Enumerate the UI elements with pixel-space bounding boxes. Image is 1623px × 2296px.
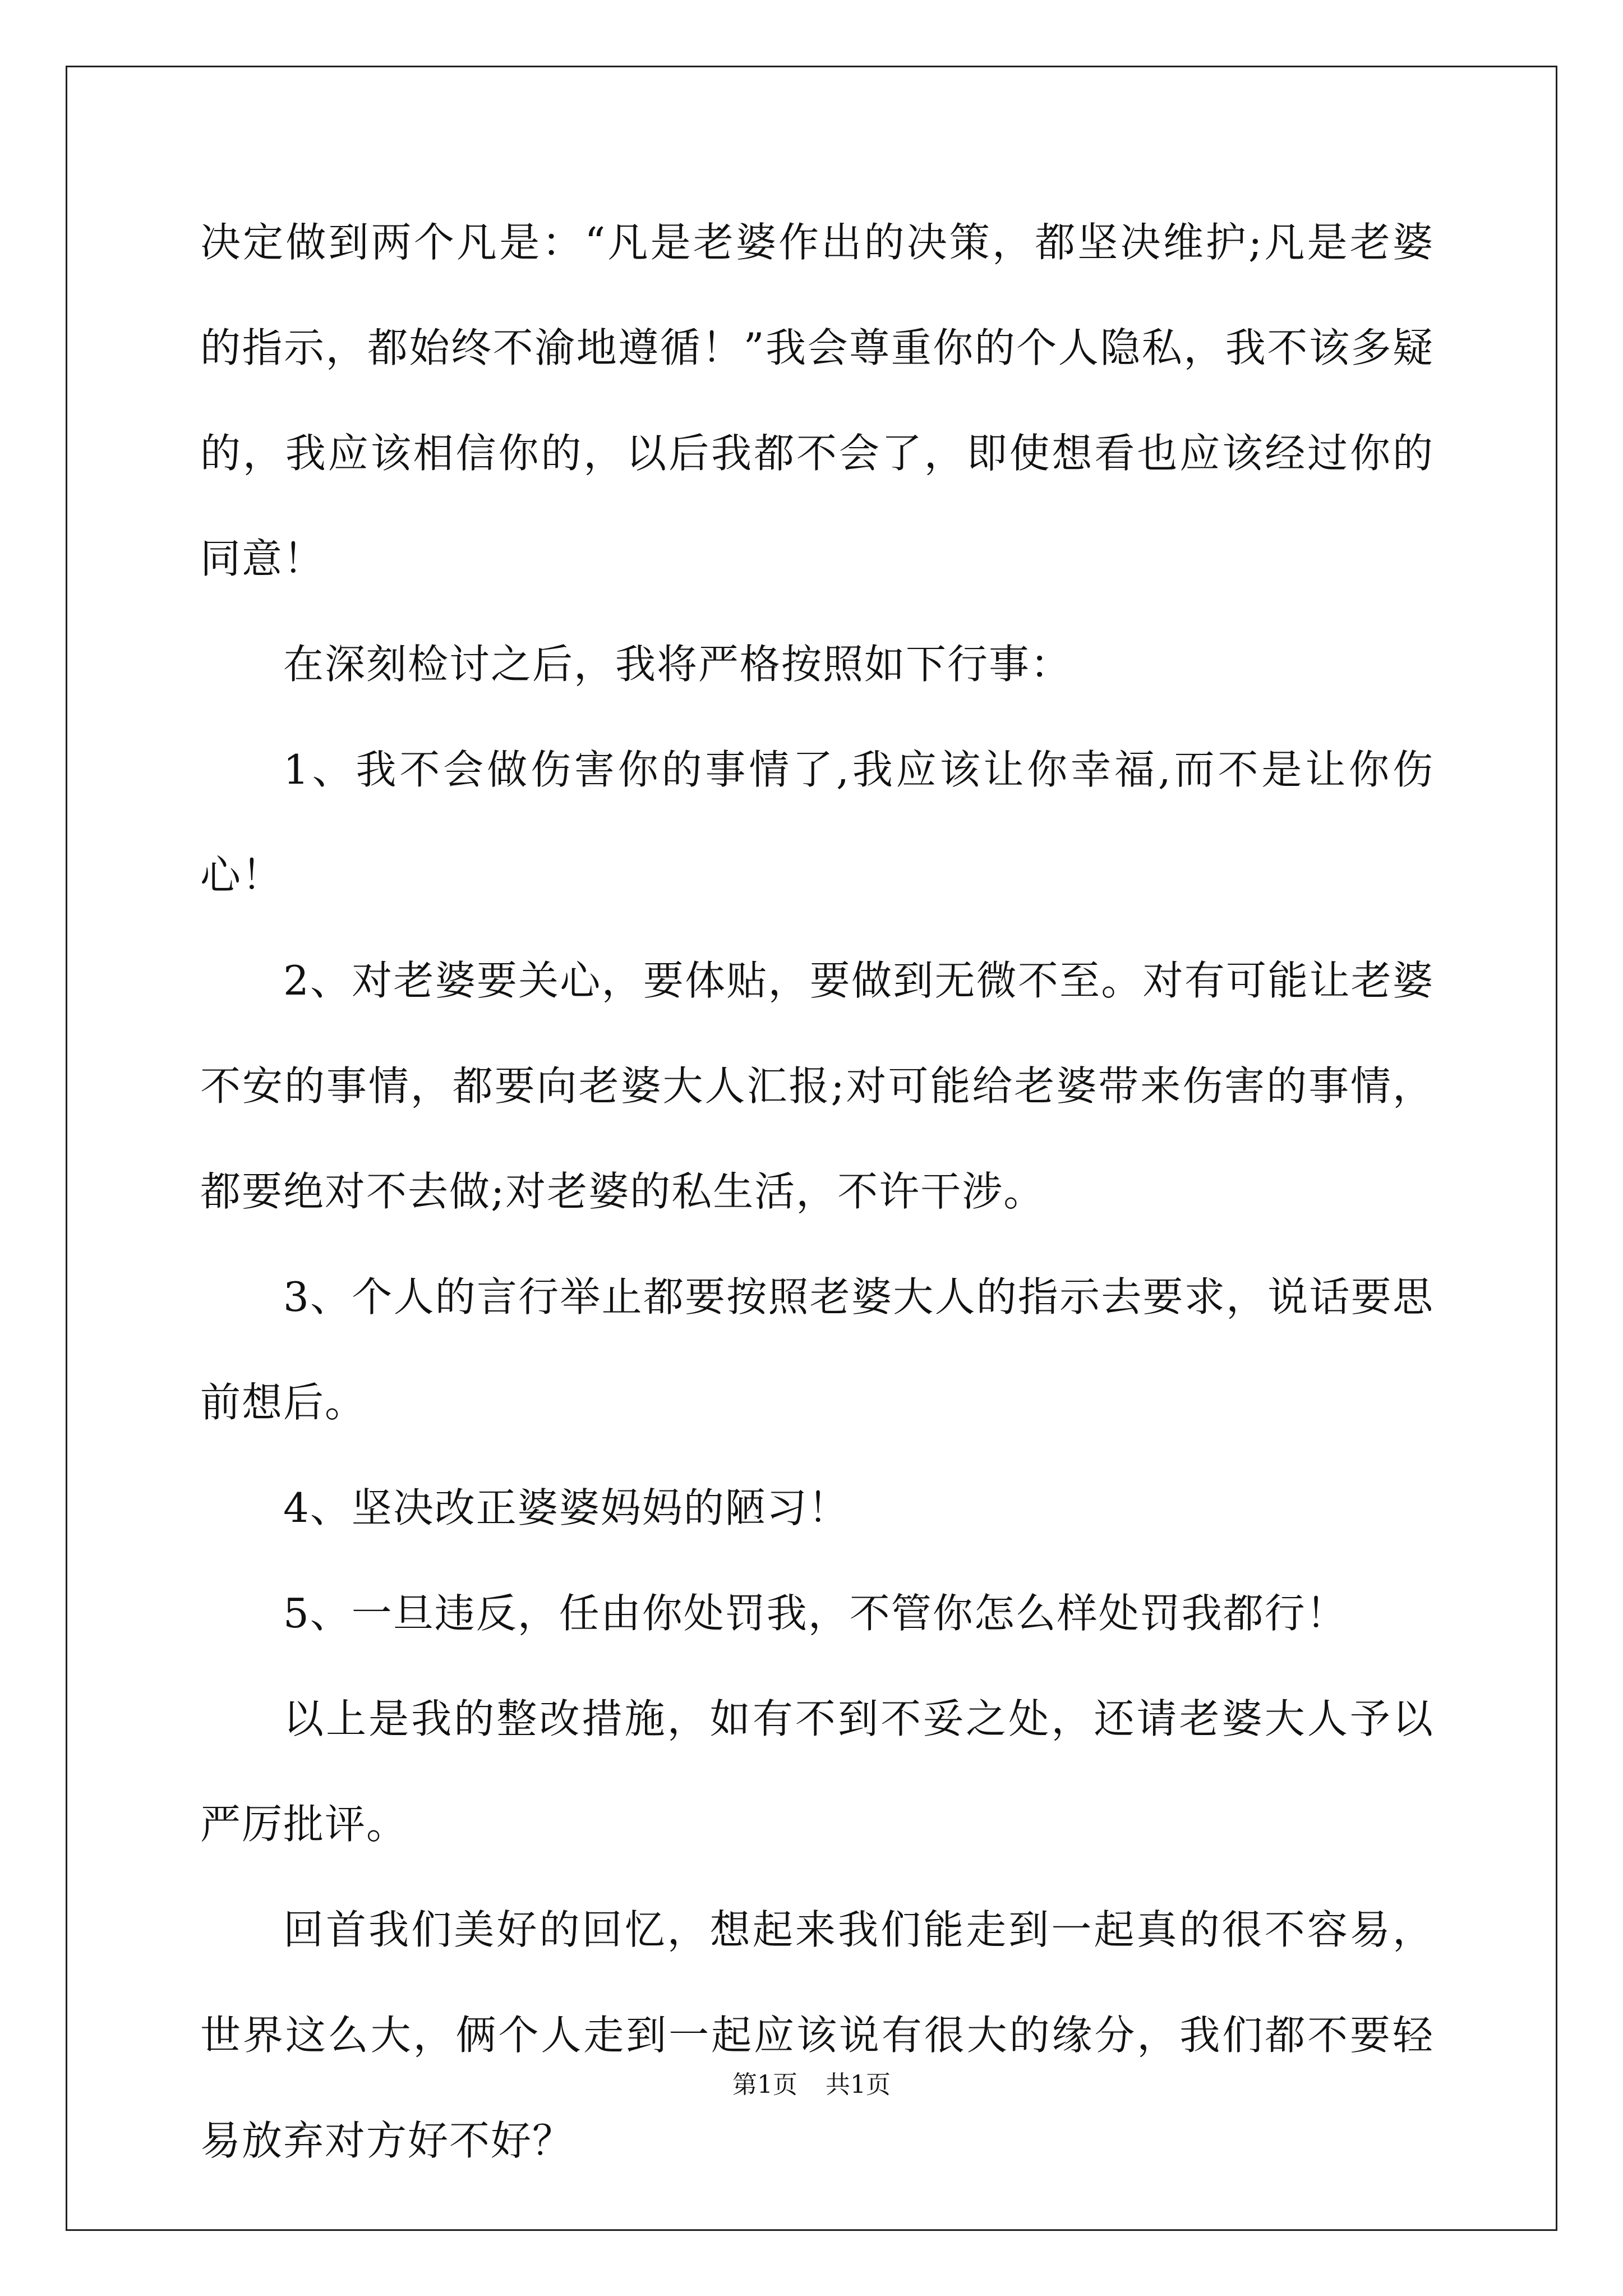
- paragraph-7: 5、一旦违反，任由你处罚我，不管你怎么样处罚我都行！: [283, 1590, 1348, 1637]
- paragraph-1: 决定做到两个凡是：“凡是老婆作出的决策，都坚决维护;凡是老婆的指示，都始终不渝地遵循！”我会尊重你的个人隐私，我不该多疑的，我应该相信你的，以后我都不会了，即使想看也应该经过你的同意！: [200, 219, 1434, 582]
- paragraph-6: 4、坚决改正婆婆妈妈的陋习！: [283, 1484, 850, 1531]
- document-body: [200, 190, 1434, 2193]
- paragraph-2: 在深刻检讨之后，我将严格按照如下行事：: [283, 641, 1072, 688]
- page-number: 第1页: [732, 2070, 797, 2099]
- page-footer: [0, 2064, 1623, 2100]
- page-total: 共1页: [826, 2070, 891, 2099]
- paragraph-8: 以上是我的整改措施，如有不到不妥之处，还请老婆大人予以严厉批评。: [200, 1695, 1434, 1848]
- paragraph-4: 2、对老婆要关心，要体贴，要做到无微不至。对有可能让老婆不安的事情，都要向老婆大人汇报;对可能给老婆带来伤害的事情，都要绝对不去做;对老婆的私生活，不许干涉。: [200, 957, 1434, 1215]
- paragraph-5: 3、个人的言行举止都要按照老婆大人的指示去要求，说话要思前想后。: [200, 1273, 1434, 1426]
- paragraph-9: 回首我们美好的回忆，想起来我们能走到一起真的很不容易，世界这么大，俩个人走到一起应该说有很大的缘分，我们都不要轻易放弃对方好不好？: [200, 1906, 1434, 2164]
- paragraph-3: 1、我不会做伤害你的事情了,我应该让你幸福,而不是让你伤心！: [200, 746, 1434, 899]
